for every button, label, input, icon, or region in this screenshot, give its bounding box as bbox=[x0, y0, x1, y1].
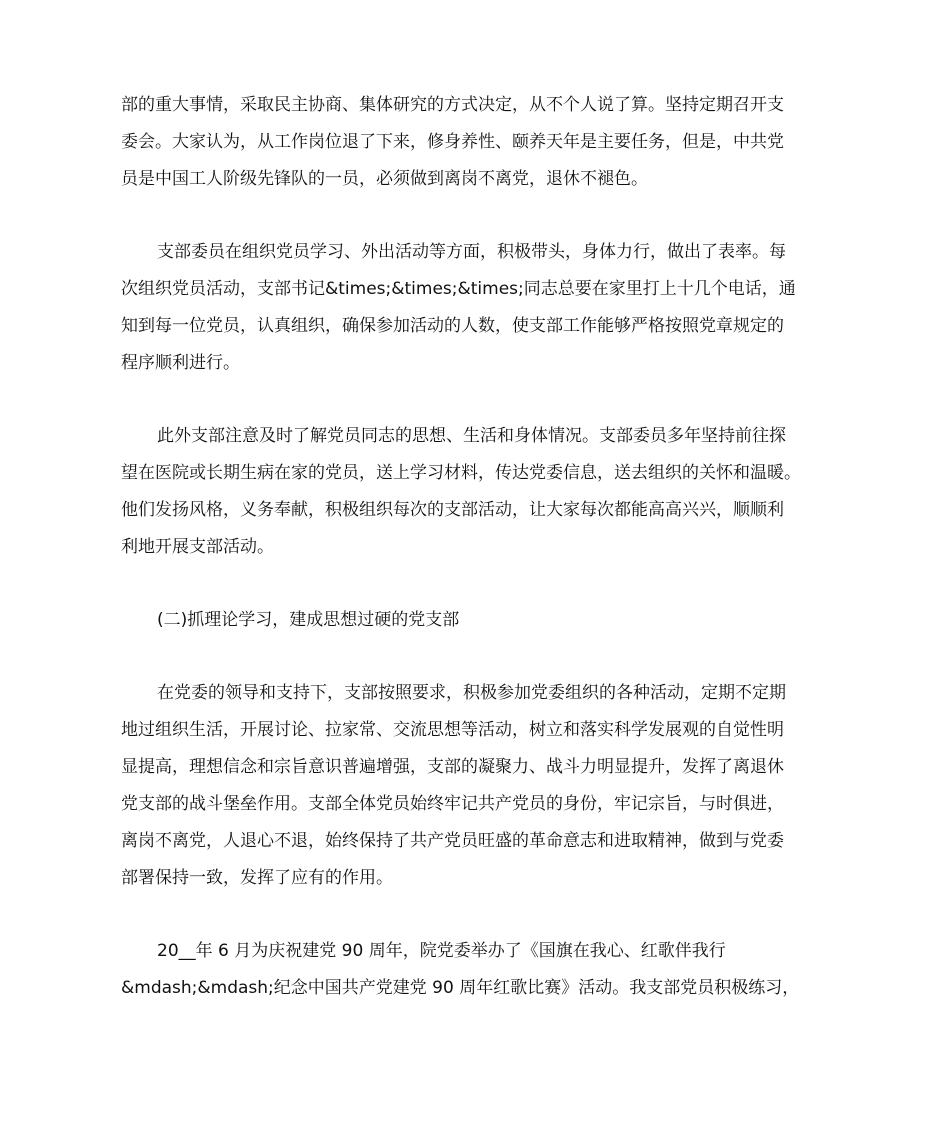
text-line: 次组织党员活动，支部书记&times;&times;&times;同志总要在家里打上十几个电话，通 bbox=[121, 279, 796, 299]
paragraph-spacer bbox=[121, 382, 841, 418]
text-line: 显提高，理想信念和宗旨意识普遍增强，支部的凝聚力、战斗力明显提升，发挥了离退休 bbox=[121, 757, 784, 777]
text-line: 委会。大家认为，从工作岗位退了下来，修身养性、颐养天年是主要任务，但是，中共党 bbox=[121, 132, 784, 152]
text-line: 党支部的战斗堡垒作用。支部全体党员始终牢记共产党员的身份，牢记宗旨，与时俱进， bbox=[121, 794, 784, 814]
text-line: 在党委的领导和支持下，支部按照要求，积极参加党委组织的各种活动，定期不定期 bbox=[157, 683, 786, 703]
paragraph-spacer bbox=[121, 639, 841, 675]
text-line: 地过组织生活，开展讨论、拉家常、交流思想等活动，树立和落实科学发展观的自觉性明 bbox=[121, 720, 784, 740]
text-line: 部的重大事情，采取民主协商、集体研究的方式决定，从不个人说了算。坚持定期召开支 bbox=[121, 95, 784, 115]
paragraph-spacer bbox=[121, 897, 841, 933]
text-line: (二)抓理论学习，建成思想过硬的党支部 bbox=[157, 610, 460, 630]
text-line: 20__年 6 月为庆祝建党 90 周年，院党委举办了《国旗在我心、红歌伴我行 bbox=[157, 941, 726, 961]
text-line: 支部委员在组织党员学习、外出活动等方面，积极带头，身体力行，做出了表率。每 bbox=[157, 242, 786, 262]
text-line: 他们发扬风格，义务奉献，积极组织每次的支部活动，让大家每次都能高高兴兴，顺顺利 bbox=[121, 500, 784, 520]
paragraph bbox=[121, 933, 841, 1007]
paragraph bbox=[121, 87, 841, 198]
section-heading bbox=[121, 602, 841, 639]
paragraph-spacer bbox=[121, 198, 841, 234]
paragraph bbox=[121, 234, 841, 382]
text-line: &mdash;&mdash;纪念中国共产党建党 90 周年红歌比赛》活动。我支部党员积极练习， bbox=[121, 978, 800, 998]
text-line: 知到每一位党员，认真组织，确保参加活动的人数，使支部工作能够严格按照党章规定的 bbox=[121, 316, 784, 336]
paragraph-spacer bbox=[121, 566, 841, 602]
text-line: 部署保持一致，发挥了应有的作用。 bbox=[121, 868, 393, 888]
text-line: 此外支部注意及时了解党员同志的思想、生活和身体情况。支部委员多年坚持前往探 bbox=[157, 426, 786, 446]
text-line: 程序顺利进行。 bbox=[121, 353, 240, 373]
paragraph bbox=[121, 675, 841, 897]
text-line: 利地开展支部活动。 bbox=[121, 537, 274, 557]
document-body bbox=[121, 87, 841, 1007]
text-line: 离岗不离党，人退心不退，始终保持了共产党员旺盛的革命意志和进取精神，做到与党委 bbox=[121, 831, 784, 851]
paragraph bbox=[121, 418, 841, 566]
text-line: 员是中国工人阶级先锋队的一员，必须做到离岗不离党，退休不褪色。 bbox=[121, 169, 648, 189]
text-line: 望在医院或长期生病在家的党员，送上学习材料，传达党委信息，送去组织的关怀和温暖。 bbox=[121, 463, 801, 483]
